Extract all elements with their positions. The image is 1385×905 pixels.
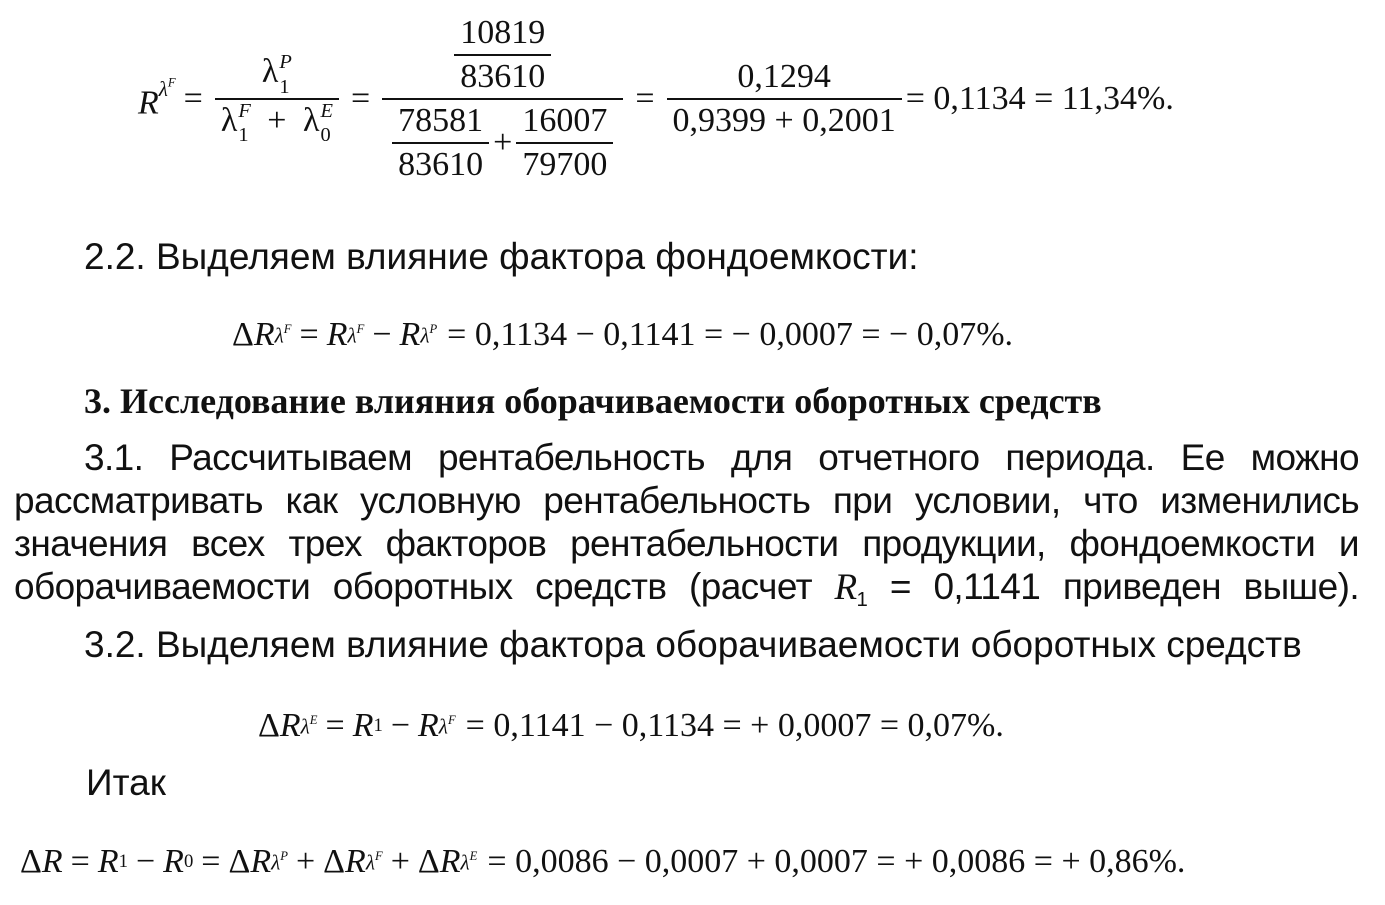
formula1-decimal-fraction: $\frac{0,1294}{0,9399 + 0,2001}$ (667, 58, 902, 140)
formula1-eq-3: = (635, 80, 655, 117)
formula1-lhs: $R^{\lambda^F}$ (138, 75, 176, 122)
formula1-result: = 0,1134 = 11,34%. (905, 80, 1174, 117)
paragraph-3-2: 3.2. Выделяем влияние фактора оборачиваемости оборотных средств (84, 624, 1302, 665)
paragraph-2-2: 2.2. Выделяем влияние фактора фондоемкости: (84, 236, 919, 277)
formula-delta-r-lambda-e: Δ R $\lambda^E$ = R 1 − R $\lambda^F$ = 0,1141 − 0,1134 = + 0,0007 = 0,07%. (258, 707, 1004, 744)
formula1-fraction-lambda: λ P 1 λ F 1 + λ E 0 (215, 53, 339, 144)
formula1-compound-fraction: $\frac{10819}{83610}$ $\frac{78581}{83610}$ + $\frac{16007}{79700}$ (382, 14, 623, 184)
paragraph-itak: Итак (86, 762, 166, 803)
formula1-eq-1: = (183, 80, 203, 117)
section-3-heading: 3. Исследование влияния оборачиваемости оборотных средств (84, 381, 1102, 421)
paragraph-3-1: 3.1. Рассчитываем рентабельность для отчетного периода. Ее можно рассматривать как условную рентабельность при условии, что изменились значения всех трех факторов рентабельности продукции, фондоемкости и оборачиваемости оборотных средств (расчет $R_1 = 0,1141$ приведен выше). (14, 437, 1360, 612)
formula1-eq-2: = (350, 80, 371, 117)
formula-r-lambda-f (138, 4, 1174, 194)
formula-total-delta-r: Δ R = R 1 − R 0 = Δ R $\lambda^P$ + Δ R $\lambda^F$ + Δ R $\lambda^E$ = 0,0086 − 0,0007 + 0,0007 = + 0,0086 = + 0,86%. (20, 843, 1186, 880)
formula-delta-r-lambda-f: Δ R $\lambda^F$ = R $\lambda^F$ − R $\lambda^P$ = 0,1134 − 0,1141 = − 0,0007 = − 0,07%. (232, 316, 1014, 353)
